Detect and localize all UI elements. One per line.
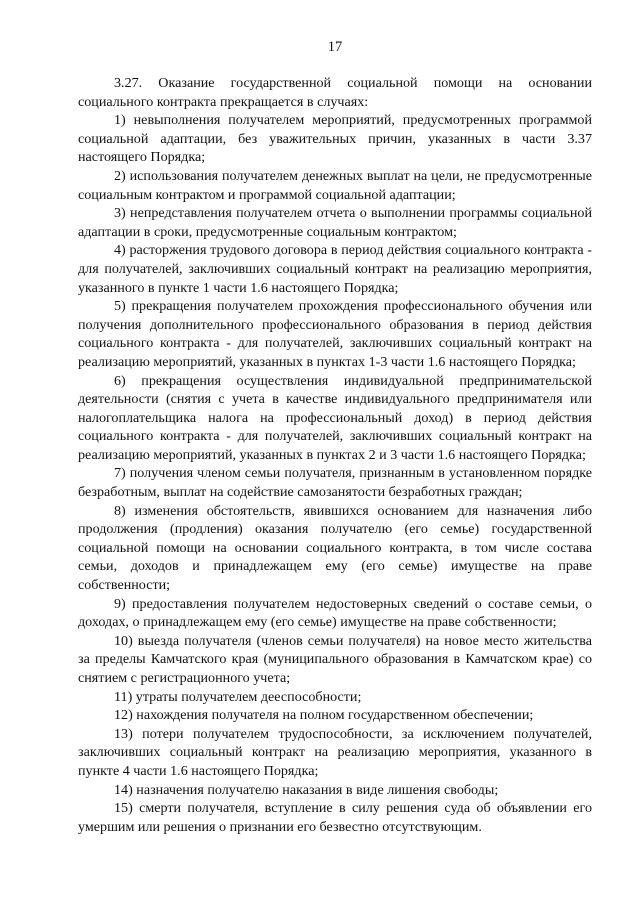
document-body — [78, 74, 592, 836]
list-item-9: 9) предоставления получателем недостоверных сведений о составе семьи, о доходах, о принадлежащем ему (его семье) имуществе на праве собственности; — [78, 595, 592, 631]
list-item-6: 6) прекращения осуществления индивидуальной предпринимательской деятельности (снятия с учета в качестве индивидуального предпринимателя или налогоплательщика налога на профессиональный доход) в период действия социального контракта - для получателей, заключивших социальный контракт на реализацию мероприятий, указанных в пунктах 2 и 3 части 1.6 настоящего Порядка; — [78, 372, 592, 463]
list-item-5: 5) прекращения получателем прохождения профессионального обучения или получения дополнительного профессионального образования в период действия социального контракта - для получателей, заключивших социальный контракт на реализацию мероприятий, указанных в пунктах 1-3 части 1.6 настоящего Порядка; — [78, 298, 592, 370]
section-3-27-intro: 3.27. Оказание государственной социальной помощи на основании социального контракта прекращается в случаях: — [78, 75, 592, 110]
list-item-13: 13) потери получателем трудоспособности, за исключением получателей, заключивших социальный контракт на реализацию мероприятия, указанного в пункте 4 части 1.6 настоящего Порядка; — [78, 725, 592, 779]
list-item-8: 8) изменения обстоятельств, явившихся основанием для назначения либо продолжения (продления) оказания получателю (его семье) государственной социальной помощи на основании социального контракта, в том числе состава семьи, доходов и принадлежащем ему (его семье) имуществе на праве собственности; — [78, 502, 592, 594]
list-item-11: 11) утраты получателем дееспособности; — [114, 688, 362, 705]
list-item-10: 10) выезда получателя (членов семьи получателя) на новое место жительства за пределы Камчатского края (муниципального образования в Камчатском крае) со снятием с регистрационного учета; — [78, 632, 592, 686]
list-item-3: 3) непредставления получателем отчета о выполнении программы социальной адаптации в сроки, предусмотренные социальным контрактом; — [78, 205, 592, 240]
list-item-14: 14) назначения получателю наказания в виде лишения свободы; — [114, 781, 499, 798]
list-item-12: 12) нахождения получателя на полном государственном обеспечении; — [114, 707, 534, 724]
list-item-1: 1) невыполнения получателем мероприятий, предусмотренных программой социальной адаптации, без уважительных причин, указанных в части 3.37 настоящего Порядка; — [78, 112, 592, 166]
list-item-4: 4) расторжения трудового договора в период действия социального контракта - для получателей, заключивших социальный контракт на реализацию мероприятия, указанного в пункте 1 части 1.6 настоящего Порядка; — [78, 242, 592, 296]
list-item-2: 2) использования получателем денежных выплат на цели, не предусмотренные социальным контрактом и программой социальной адаптации; — [78, 167, 592, 203]
list-item-7: 7) получения членом семьи получателя, признанным в установленном порядке безработным, выплат на содействие самозанятости безработных граждан; — [78, 465, 592, 501]
list-item-15: 15) смерти получателя, вступление в силу решения суда об объявлении его умершим или решения о признании его безвестно отсутствующим. — [78, 800, 592, 835]
page-number: 17 — [327, 39, 343, 55]
